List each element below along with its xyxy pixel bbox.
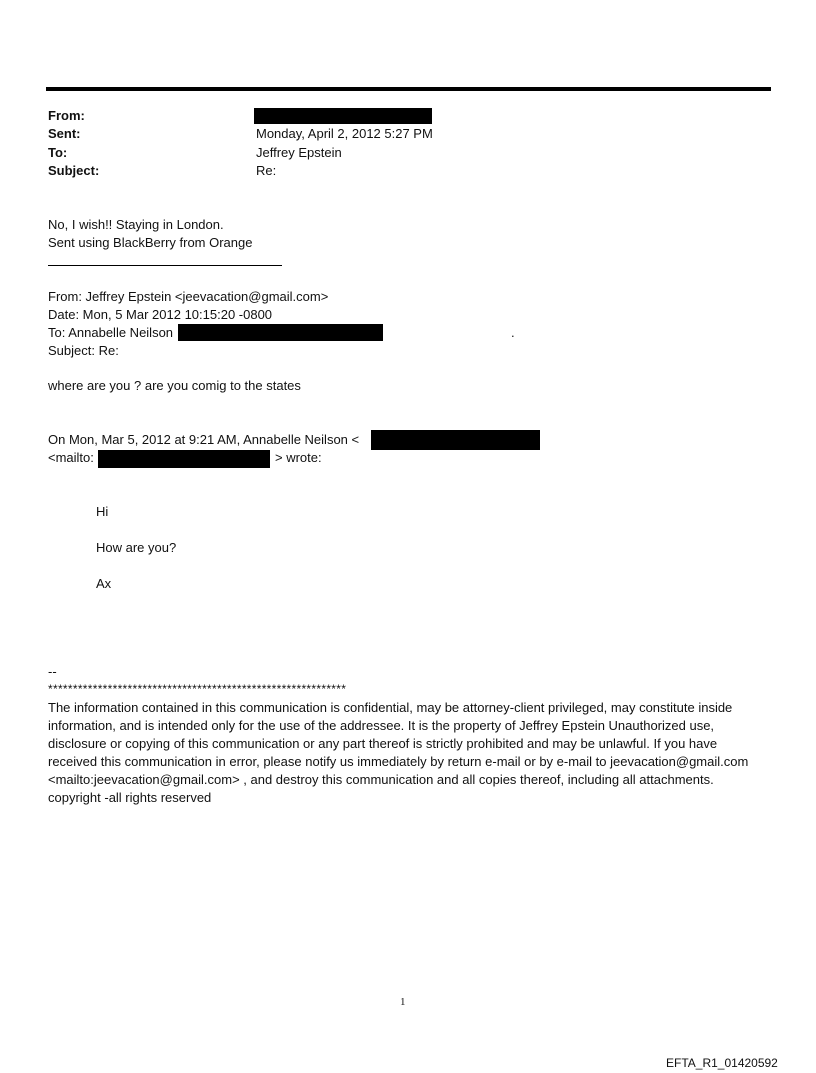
on-line: On Mon, Mar 5, 2012 at 9:21 AM, Annabelle Neilson < <box>48 432 360 447</box>
sent-value: Monday, April 2, 2012 5:27 PM <box>256 126 433 141</box>
quoted-date: Date: Mon, 5 Mar 2012 10:15:20 -0800 <box>48 307 273 322</box>
wrote-suffix: > wrote: <box>275 450 322 465</box>
subject-value: Re: <box>256 163 277 178</box>
inner-line-1: Hi <box>96 504 109 519</box>
redaction-mailto <box>98 450 270 468</box>
sent-label: Sent: <box>48 126 81 141</box>
page-number: 1 <box>400 996 406 1008</box>
quoted-message: where are you ? are you comig to the states <box>48 378 301 393</box>
signature-dashes: -- <box>48 664 57 679</box>
header-rule <box>46 87 771 91</box>
quoted-to-trailing: . <box>511 325 515 340</box>
subject-label: Subject: <box>48 163 100 178</box>
quoted-subject: Subject: Re: <box>48 343 119 358</box>
quoted-to: To: Annabelle Neilson <box>48 325 174 340</box>
redaction-from <box>254 108 432 124</box>
signature-stars: ************************************************************ <box>48 682 347 696</box>
inner-line-2: How are you? <box>96 540 177 555</box>
redaction-to <box>178 324 383 341</box>
to-label: To: <box>48 145 68 160</box>
confidentiality-disclaimer: The information contained in this communication is confidential, may be attorney-client privileged, may constitute inside information, and is intended only for the use of the addressee. It is the property of Jeffrey Epstein Unauthorized use, disclosure or copying of this communication or any part thereof is strictly prohibited and may be unlawful. If you have received this communication in error, please notify us immediately by return e-mail or by e-mail to jeevacation@gmail.com <mailto:jeevacation@gmail.com> , and destroy this communication and all copies thereof, including all attachments. copyright -all rights reserved <box>48 700 749 805</box>
redaction-sender-email <box>371 430 540 450</box>
quote-separator <box>48 265 282 266</box>
body-line-1: No, I wish!! Staying in London. <box>48 217 224 232</box>
to-value: Jeffrey Epstein <box>256 145 342 160</box>
document-id: EFTA_R1_01420592 <box>666 1056 778 1070</box>
body-line-2: Sent using BlackBerry from Orange <box>48 235 253 250</box>
mailto-prefix: <mailto: <box>48 450 94 465</box>
quoted-from: From: Jeffrey Epstein <jeevacation@gmail.com> <box>48 289 329 304</box>
inner-line-3: Ax <box>96 576 112 591</box>
from-label: From: <box>48 108 85 123</box>
